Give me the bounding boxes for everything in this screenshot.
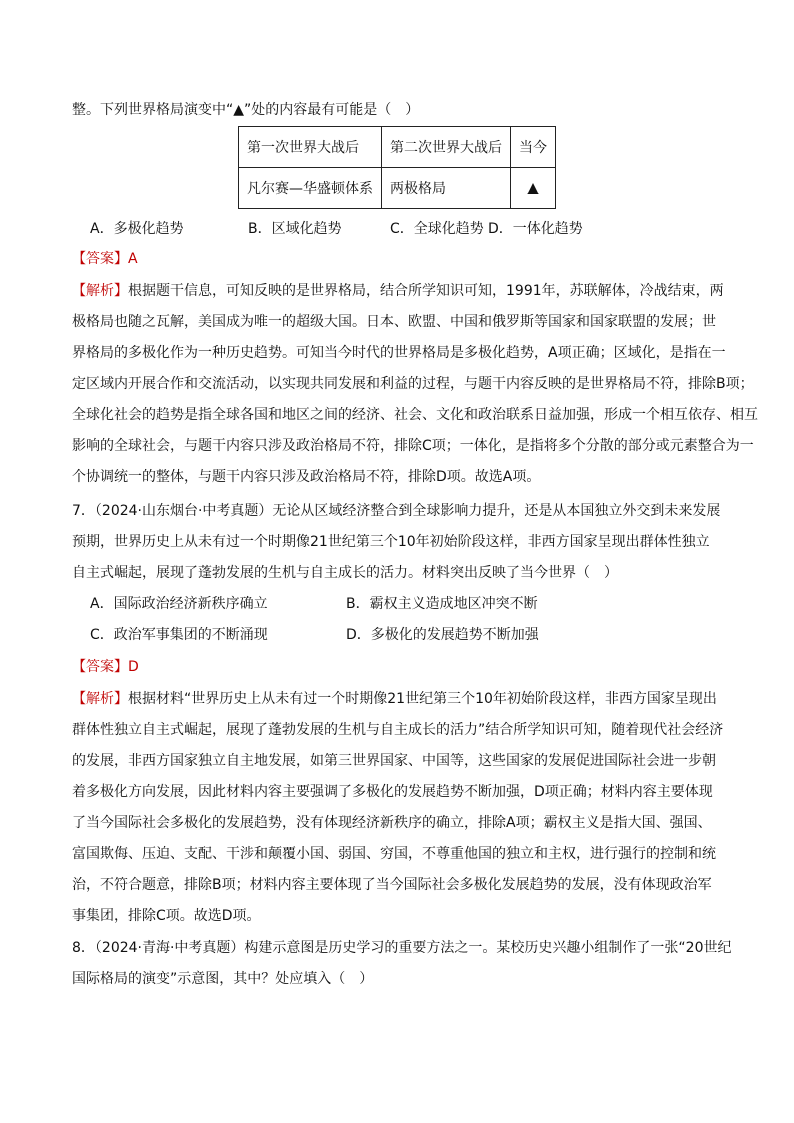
- q6-answer: [72, 244, 724, 275]
- table-row: [239, 168, 556, 209]
- q6-option-c: C．全球化趋势: [390, 221, 484, 237]
- table-header-cell: 第二次世界大战后: [382, 127, 511, 168]
- q7-option-d: D．多极化的发展趋势不断加强: [346, 627, 539, 643]
- q8-stem: 8．（2024·青海·中考真题）构建示意图是历史学习的重要方法之一。某校历史兴趣小组制作了一张“20世纪 国际格局的演变”示意图，其中？处应填入（ ）: [72, 940, 732, 987]
- analysis-label: 【解析】: [72, 691, 128, 707]
- table-header-cell: 第一次世界大战后: [239, 127, 382, 168]
- table-cell-placeholder: ▲: [511, 168, 556, 209]
- analysis-label: 【解析】: [72, 283, 128, 299]
- answer-label: 【答案】: [72, 659, 128, 675]
- table-row: [239, 127, 556, 168]
- q7-option-b: B．霸权主义造成地区冲突不断: [346, 596, 538, 612]
- q7-answer: [72, 652, 724, 683]
- answer-value: D: [128, 659, 139, 675]
- table-cell: 凡尔赛—华盛顿体系: [239, 168, 382, 209]
- q6-option-d: D．一体化趋势: [488, 221, 583, 237]
- q7-analysis: 【解析】根据材料“世界历史上从未有过一个时期像21世纪第三个10年初始阶段这样，非西方国家呈现出 群体性独立自主式崛起，展现了蓬勃发展的生机与自主成长的活力”结合所学知识可知，随着现代社会经济 的发展，非西方国家独立自主地发展，如第三世界国家、中国等，这些国家的发展促进国际社会进一步朝 着多极化方向发展，因此材料内容主要强调了多极化的发展趋势不断加强，D项正确；材料内容主要体现 了当今国际社会多极化的发展趋势，没有体现经济新秩序的确立，排除A项；霸权主义是指大国、强国、 富国欺侮、压迫、支配、干涉和颠覆小国、弱国、穷国，不尊重他国的独立和主权，进行强行的控制和统 治，不符合题意，排除B项；材料内容主要体现了当今国际社会多极化发展趋势的发展，没有体现政治军 事集团，排除C项。故选D项。: [72, 691, 724, 924]
- q7-stem: 7．（2024·山东烟台·中考真题）无论从区域经济整合到全球影响力提升，还是从本国独立外交到未来发展 预期，世界历史上从未有过一个时期像21世纪第三个10年初始阶段这样，非西方国家呈现出群体性独立 自主式崛起，展现了蓬勃发展的生机与自主成长的活力。材料突出反映了当今世界（ ）: [72, 503, 721, 581]
- q6-option-a: A．多极化趋势: [90, 221, 184, 237]
- answer-label: 【答案】: [72, 251, 128, 267]
- q6-stem: 整。下列世界格局演变中“▲”处的内容最有可能是（ ）: [72, 102, 420, 118]
- answer-value: A: [128, 251, 138, 267]
- q6-table: [238, 126, 556, 209]
- q7-option-a: A．国际政治经济新秩序确立: [90, 596, 268, 612]
- q7-option-c: C．政治军事集团的不断涌现: [90, 627, 268, 643]
- q6-option-b: B．区域化趋势: [248, 221, 342, 237]
- table-cell: 两极格局: [382, 168, 511, 209]
- table-header-cell: 当今: [511, 127, 556, 168]
- q6-analysis: 【解析】根据题干信息，可知反映的是世界格局，结合所学知识可知，1991年，苏联解体，冷战结束，两 极格局也随之瓦解，美国成为唯一的超级大国。日本、欧盟、中国和俄罗斯等国家和国家联盟的发展；世 界格局的多极化作为一种历史趋势。可知当今时代的世界格局是多极化趋势，A项正确；区域化，是指在一 定区域内开展合作和交流活动，以实现共同发展和利益的过程，与题干内容反映的是世界格局不符，排除B项； 全球化社会的趋势是指全球各国和地区之间的经济、社会、文化和政治联系日益加强，形成一个相互依存、相互 影响的全球社会，与题干内容只涉及政治格局不符，排除C项；一体化，是指将多个分散的部分或元素整合为一 个协调统一的整体，与题干内容只涉及政治格局不符，排除D项。故选A项。: [72, 283, 758, 485]
